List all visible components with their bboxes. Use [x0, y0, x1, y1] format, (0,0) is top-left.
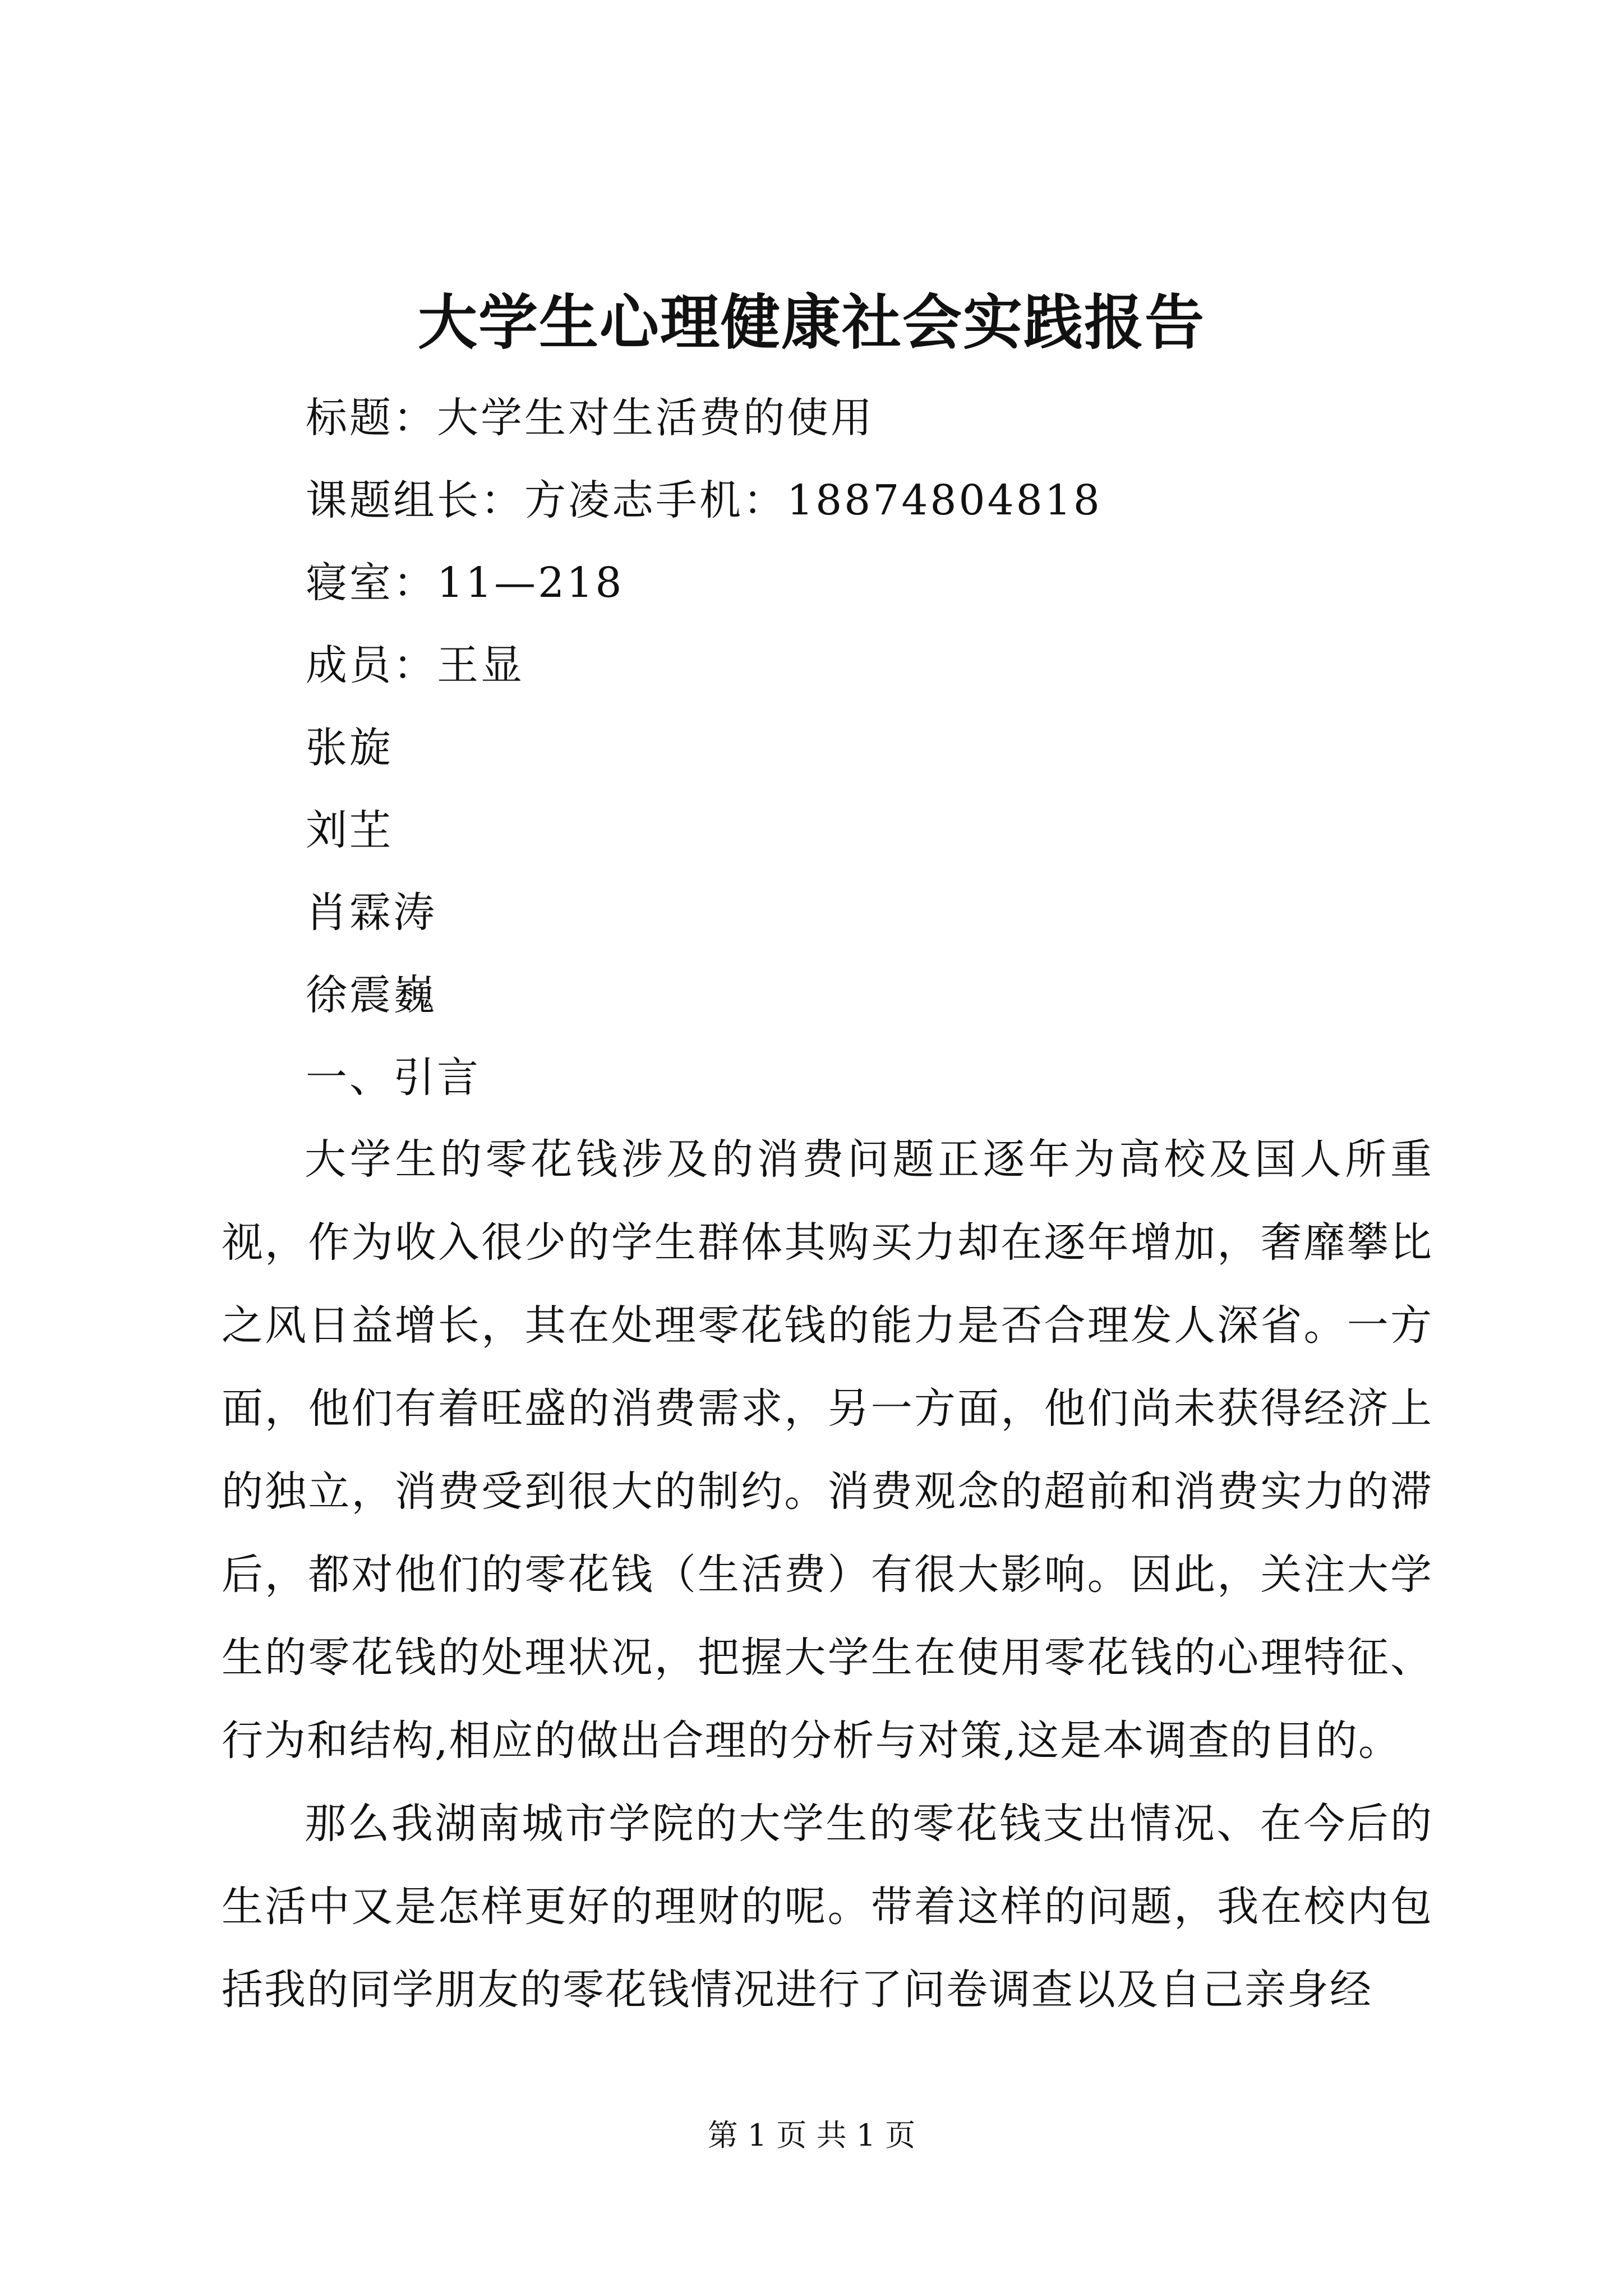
page-footer: 第 1 页 共 1 页 — [707, 2118, 916, 2153]
meta-line-dorm: 寝室：11—218 — [306, 559, 624, 607]
document-body — [222, 1118, 1433, 2031]
meta-line-member-5: 徐震巍 — [306, 971, 437, 1019]
meta-line-member-4: 肖霖涛 — [306, 889, 437, 937]
meta-line-member-3: 刘芏 — [306, 806, 393, 854]
meta-block — [306, 377, 1483, 1119]
meta-line-leader: 课题组长：方凌志手机：18874804818 — [306, 476, 1102, 524]
document-title: 大学生心理健康社会实践报告 — [418, 287, 1205, 357]
meta-line-member-2: 张旋 — [306, 724, 393, 772]
paragraph-1: 大学生的零花钱涉及的消费问题正逐年为高校及国人所重视，作为收入很少的学生群体其购买力却在逐年增加，奢靡攀比之风日益增长，其在处理零花钱的能力是否合理发人深省。一方面，他们有着旺盛的消费需求，另一方面，他们尚未获得经济上的独立，消费受到很大的制约。消费观念的超前和消费实力的滞后，都对他们的零花钱（生活费）有很大影响。因此，关注大学生的零花钱的处理状况，把握大学生在使用零花钱的心理特征、行为和结构,相应的做出合理的分析与对策,这是本调查的目的。 — [222, 1135, 1433, 1765]
meta-line-members: 成员：王显 — [306, 641, 524, 689]
section-heading-introduction: 一、引言 — [306, 1053, 481, 1102]
paragraph-2: 那么我湖南城市学院的大学生的零花钱支出情况、在今后的生活中又是怎样更好的理财的呢。带着这样的问题，我在校内包括我的同学朋友的零花钱情况进行了问卷调查以及自己亲身经 — [222, 1800, 1433, 2014]
meta-line-topic: 标题：大学生对生活费的使用 — [306, 394, 874, 442]
